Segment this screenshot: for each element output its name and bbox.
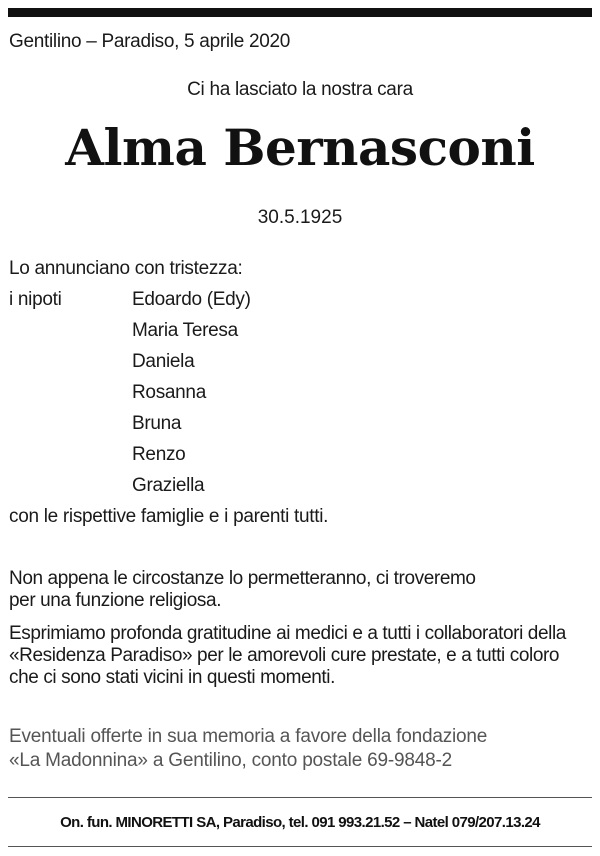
- relation-label: i nipoti: [9, 289, 62, 310]
- relative-name: Maria Teresa: [132, 320, 238, 341]
- footer-top-rule: [8, 797, 592, 798]
- paragraph-line: «La Madonnina» a Gentilino, conto postale 69-9848-2: [9, 750, 452, 771]
- relative-name: Daniela: [132, 351, 195, 372]
- paragraph-line: Non appena le circostanze lo permetteranno, ci troveremo: [9, 568, 476, 589]
- paragraph-line: Eventuali offerte in sua memoria a favore della fondazione: [9, 726, 488, 747]
- relative-name: Graziella: [132, 475, 205, 496]
- announce-line: Lo annunciano con tristezza:: [9, 258, 243, 279]
- donations-paragraph: [9, 725, 487, 773]
- relative-name: Bruna: [132, 413, 182, 434]
- paragraph-line: Esprimiamo profonda gratitudine ai medici e a tutti i collaboratori della: [9, 623, 566, 644]
- funeral-home-footer: On. fun. MINORETTI SA, Paradiso, tel. 091 993.21.52 – Natel 079/207.13.24: [60, 814, 540, 831]
- closing-line: con le rispettive famiglie e i parenti tutti.: [9, 506, 329, 527]
- deceased-name: Alma Bernasconi: [65, 118, 535, 177]
- gratitude-paragraph: [9, 623, 599, 689]
- relative-name: Rosanna: [132, 382, 206, 403]
- relative-name: Renzo: [132, 444, 186, 465]
- top-border-rule: [8, 8, 592, 17]
- relatives-list: [132, 289, 251, 506]
- place-date-line: Gentilino – Paradiso, 5 aprile 2020: [9, 31, 291, 52]
- funeral-paragraph: [9, 568, 599, 612]
- paragraph-line: «Residenza Paradiso» per le amorevoli cure prestate, e a tutti coloro: [9, 645, 560, 666]
- relative-name: Edoardo (Edy): [132, 289, 251, 310]
- footer-bottom-rule: [8, 846, 592, 847]
- paragraph-line: che ci sono stati vicini in questi momenti.: [9, 667, 336, 688]
- paragraph-line: per una funzione religiosa.: [9, 590, 222, 611]
- birth-date: 30.5.1925: [257, 207, 343, 228]
- intro-line: Ci ha lasciato la nostra cara: [187, 79, 413, 100]
